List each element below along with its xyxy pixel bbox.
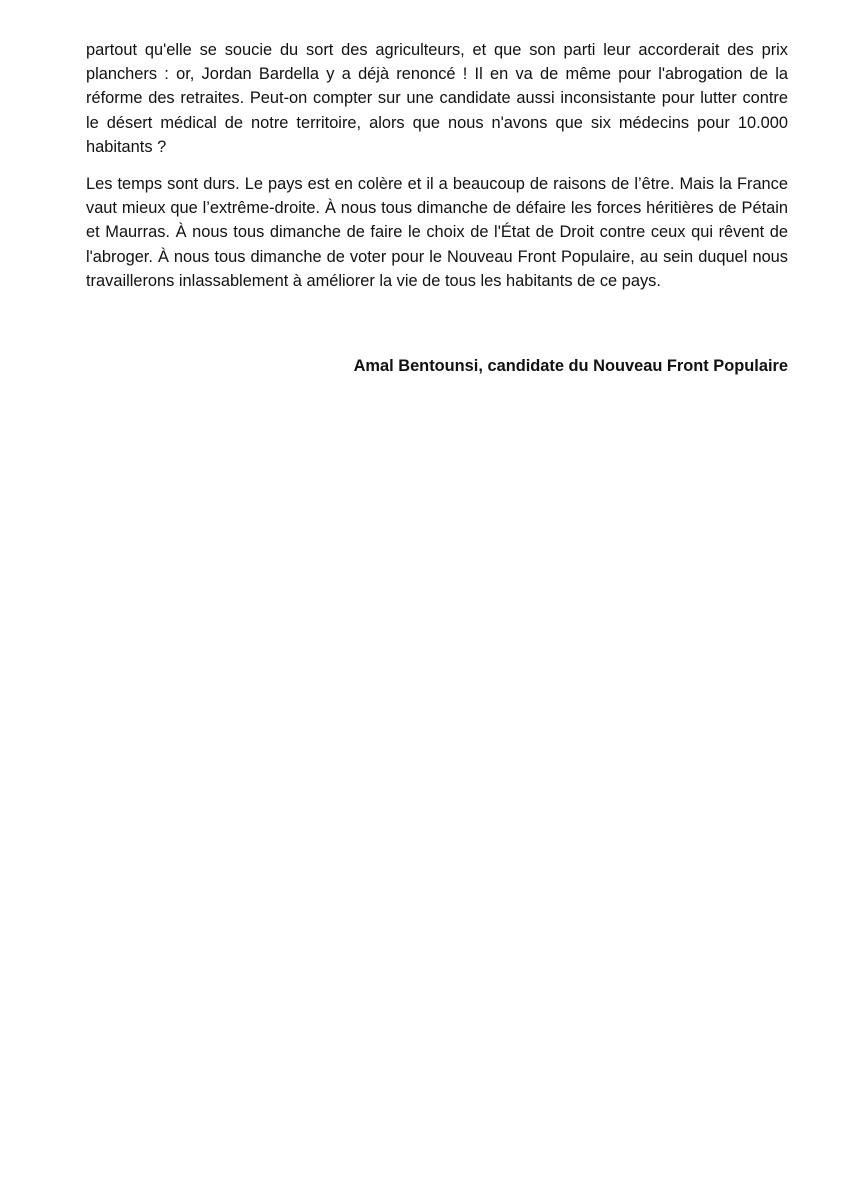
author-signature: Amal Bentounsi, candidate du Nouveau Front Populaire xyxy=(353,357,788,375)
body-paragraph-1: partout qu'elle se soucie du sort des agriculteurs, et que son parti leur accorderait des prix planchers : or, Jordan Bardella y a déjà renoncé ! Il en va de même pour l'abrogation de la réforme des retraites. Peut-on compter sur une candidate aussi inconsistante pour lutter contre le désert médical de notre territoire, alors que nous n'avons que six médecins pour 10.000 habitants ? xyxy=(86,41,788,156)
body-paragraph-2: Les temps sont durs. Le pays est en colère et il a beaucoup de raisons de l’être. Mais la France vaut mieux que l’extrême-droite. À nous tous dimanche de défaire les forces héritières de Pétain et Maurras. À nous tous dimanche de faire le choix de l'État de Droit contre ceux qui rêvent de l'abroger. À nous tous dimanche de voter pour le Nouveau Front Populaire, au sein duquel nous travaillerons inlassablement à améliorer la vie de tous les habitants de ce pays. xyxy=(86,175,788,290)
